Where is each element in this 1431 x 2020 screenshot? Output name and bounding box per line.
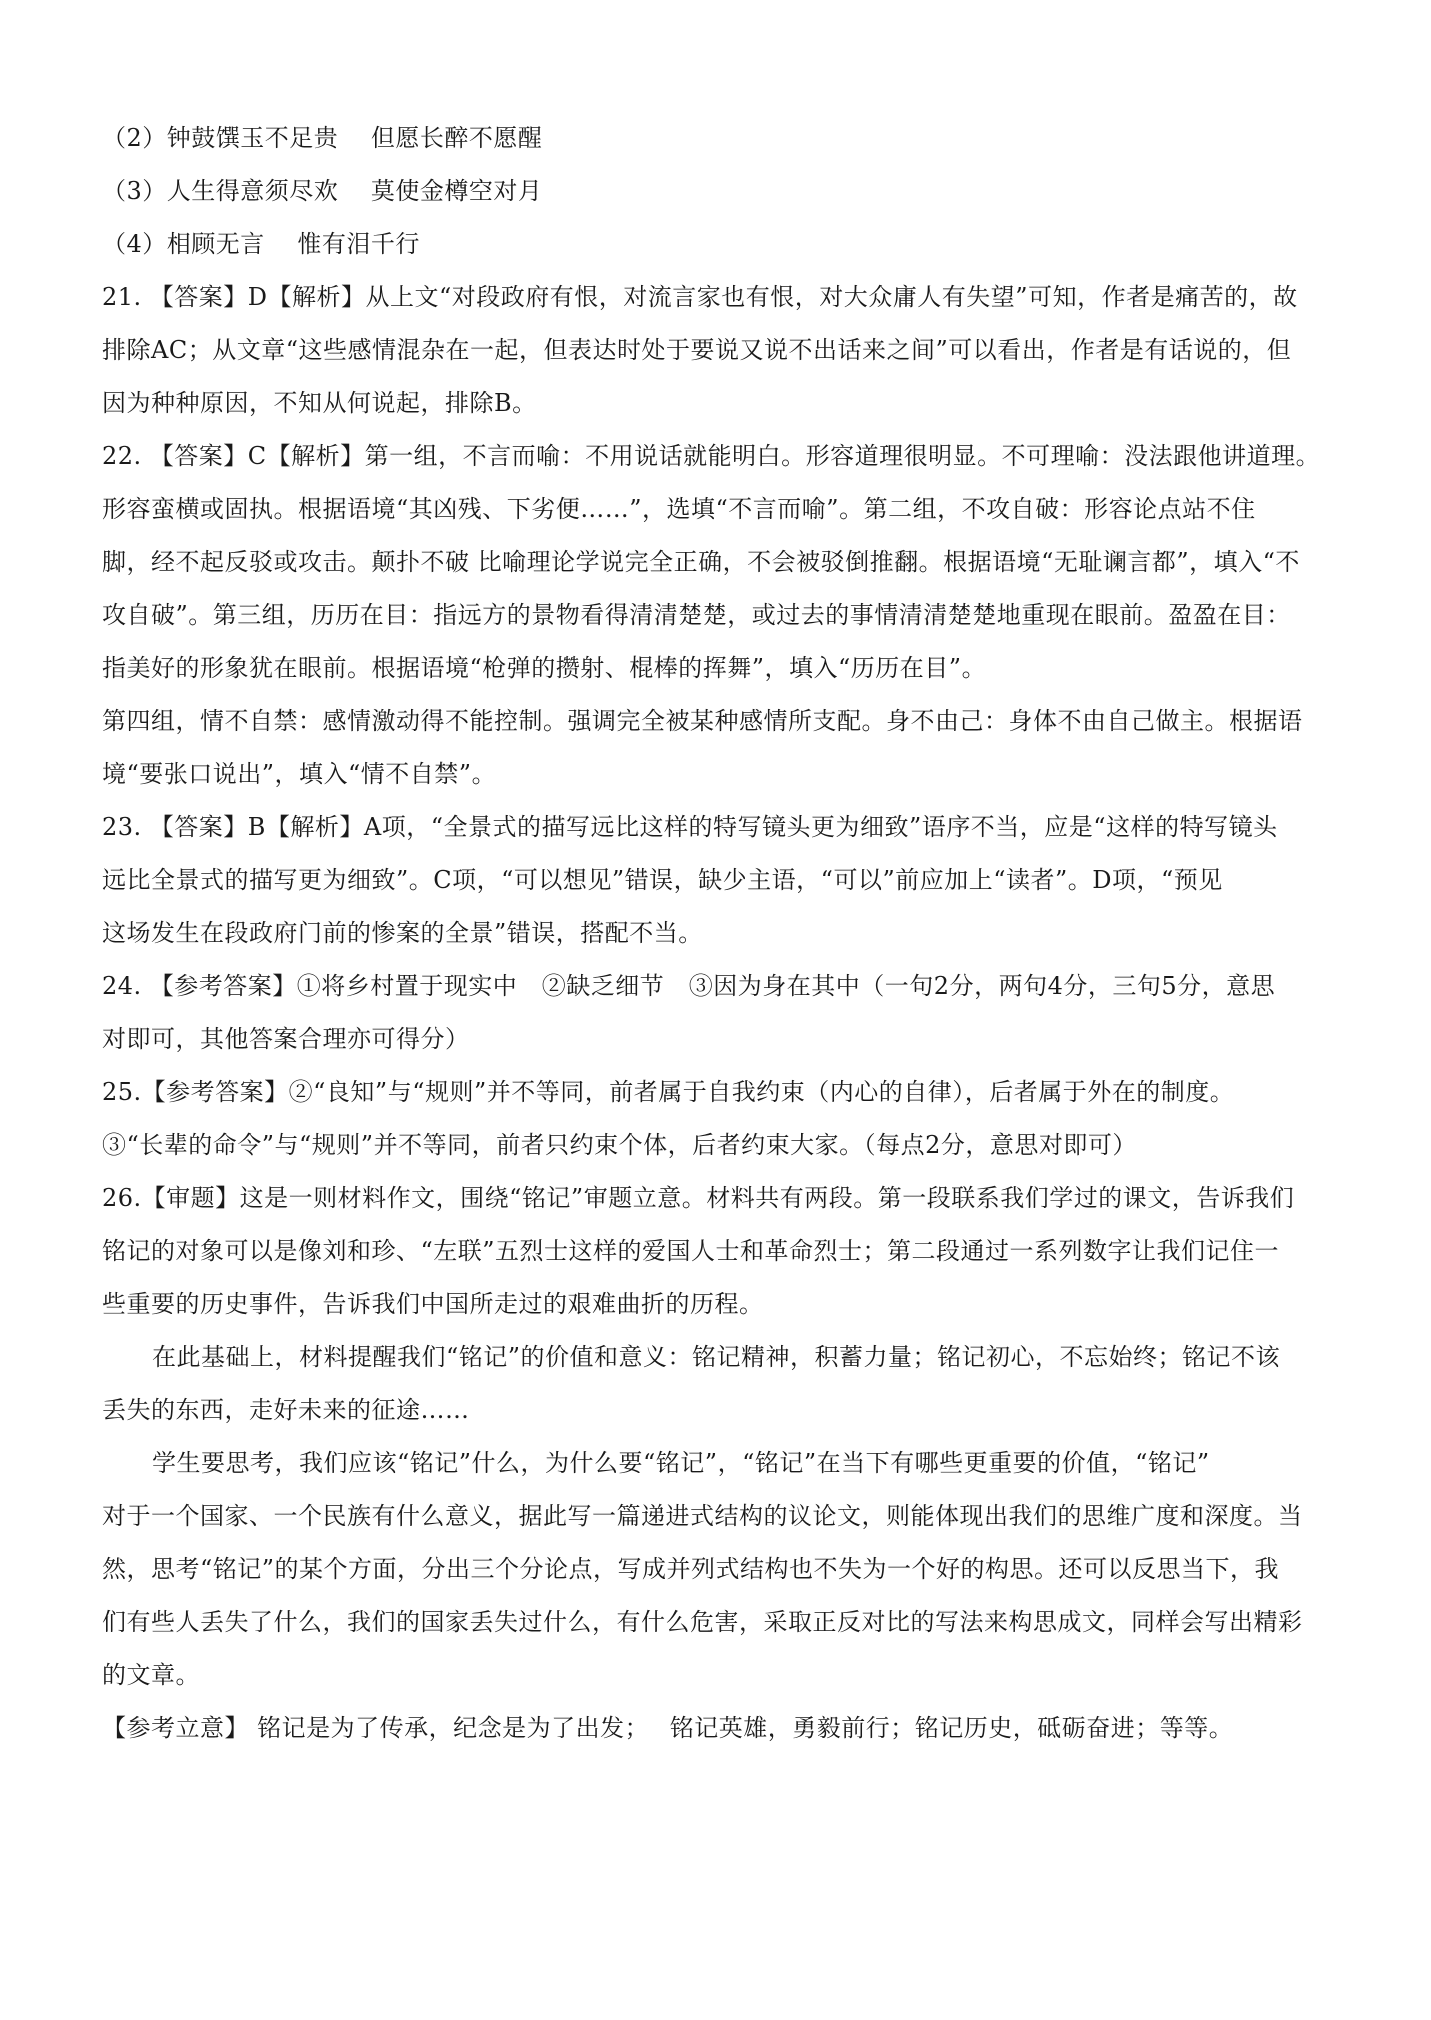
reference-thesis: 【参考立意】 铭记是为了传承，纪念是为了出发； 铭记英雄，勇毅前行；铭记历史，砥砺奋进；等等。 <box>102 1714 1234 1742</box>
answer-22-line-6: 第四组，情不自禁：感情激动得不能控制。强调完全被某种感情所支配。身不由己：身体不由自己做主。根据语 <box>102 707 1303 735</box>
answer-20-4: （4）相顾无言 惟有泪千行 <box>102 230 420 258</box>
answer-21-line-1: 21. 【答案】D【解析】从上文“对段政府有恨，对流言家也有恨，对大众庸人有失望”可知，作者是痛苦的，故 <box>102 283 1298 311</box>
answer-26-line-1: 26.【审题】这是一则材料作文，围绕“铭记”审题立意。材料共有两段。第一段联系我们学过的课文，告诉我们 <box>102 1184 1295 1212</box>
answer-25-line-2: ③“长辈的命令”与“规则”并不等同，前者只约束个体，后者约束大家。（每点2分，意思对即可） <box>102 1131 1137 1159</box>
answer-26-line-3: 些重要的历史事件，告诉我们中国所走过的艰难曲折的历程。 <box>102 1290 764 1318</box>
answer-22-line-2: 形容蛮横或固执。根据语境“其凶残、下劣便……”，选填“不言而喻”。第二组，不攻自破：形容论点站不住 <box>102 495 1256 523</box>
answer-20-3: （3）人生得意须尽欢 莫使金樽空对月 <box>102 177 543 205</box>
answer-26-para2-line-2: 丢失的东西，走好未来的征途…… <box>102 1396 470 1424</box>
answer-23-line-3: 这场发生在段政府门前的惨案的全景”错误，搭配不当。 <box>102 919 703 947</box>
answer-24-line-2: 对即可，其他答案合理亦可得分） <box>102 1025 470 1053</box>
answer-22-line-3: 脚，经不起反驳或攻击。颠扑不破 比喻理论学说完全正确，不会被驳倒推翻。根据语境“无耻谰言都”，填入“不 <box>102 548 1300 576</box>
answer-20-2: （2）钟鼓馔玉不足贵 但愿长醉不愿醒 <box>102 124 543 152</box>
answer-24-line-1: 24. 【参考答案】①将乡村置于现实中 ②缺乏细节 ③因为身在其中（一句2分，两句4分，三句5分，意思 <box>102 972 1276 1000</box>
answer-21-line-3: 因为种种原因，不知从何说起，排除B。 <box>102 389 537 417</box>
answer-23-line-1: 23. 【答案】B【解析】A项，“全景式的描写远比这样的特写镜头更为细致”语序不当，应是“这样的特写镜头 <box>102 813 1278 841</box>
answer-21-line-2: 排除AC；从文章“这些感情混杂在一起，但表达时处于要说又说不出话来之间”可以看出，作者是有话说的，但 <box>102 336 1292 364</box>
answer-26-para3-line-2: 对于一个国家、一个民族有什么意义，据此写一篇递进式结构的议论文，则能体现出我们的思维广度和深度。当 <box>102 1502 1303 1530</box>
answer-26-para2-line-1: 在此基础上，材料提醒我们“铭记”的价值和意义：铭记精神，积蓄力量；铭记初心，不忘始终；铭记不该 <box>152 1343 1281 1371</box>
answer-22-line-4: 攻自破”。第三组，历历在目：指远方的景物看得清清楚楚，或过去的事情清清楚楚地重现在眼前。盈盈在目： <box>102 601 1291 629</box>
answer-25-line-1: 25.【参考答案】②“良知”与“规则”并不等同，前者属于自我约束（内心的自律），后者属于外在的制度。 <box>102 1078 1235 1106</box>
answer-26-para3-line-5: 的文章。 <box>102 1661 200 1689</box>
answer-26-line-2: 铭记的对象可以是像刘和珍、“左联”五烈士这样的爱国人士和革命烈士；第二段通过一系列数字让我们记住一 <box>102 1237 1280 1265</box>
answer-22-line-5: 指美好的形象犹在眼前。根据语境“枪弹的攒射、棍棒的挥舞”，填入“历历在目”。 <box>102 654 987 682</box>
document-page <box>102 112 1342 1755</box>
answer-26-para3-line-3: 然，思考“铭记”的某个方面，分出三个分论点，写成并列式结构也不失为一个好的构思。还可以反思当下，我 <box>102 1555 1280 1583</box>
answer-26-para3-line-4: 们有些人丢失了什么，我们的国家丢失过什么，有什么危害，采取正反对比的写法来构思成文，同样会写出精彩 <box>102 1608 1303 1636</box>
answer-22-line-7: 境“要张口说出”，填入“情不自禁”。 <box>102 760 497 788</box>
answer-23-line-2: 远比全景式的描写更为细致”。C项，“可以想见”错误，缺少主语，“可以”前应加上“读者”。D项，“预见 <box>102 866 1223 894</box>
answer-22-line-1: 22. 【答案】C【解析】第一组，不言而喻：不用说话就能明白。形容道理很明显。不可理喻：没法跟他讲道理。 <box>102 442 1321 470</box>
answer-26-para3-line-1: 学生要思考，我们应该“铭记”什么，为什么要“铭记”，“铭记”在当下有哪些更重要的价值，“铭记” <box>152 1449 1210 1477</box>
